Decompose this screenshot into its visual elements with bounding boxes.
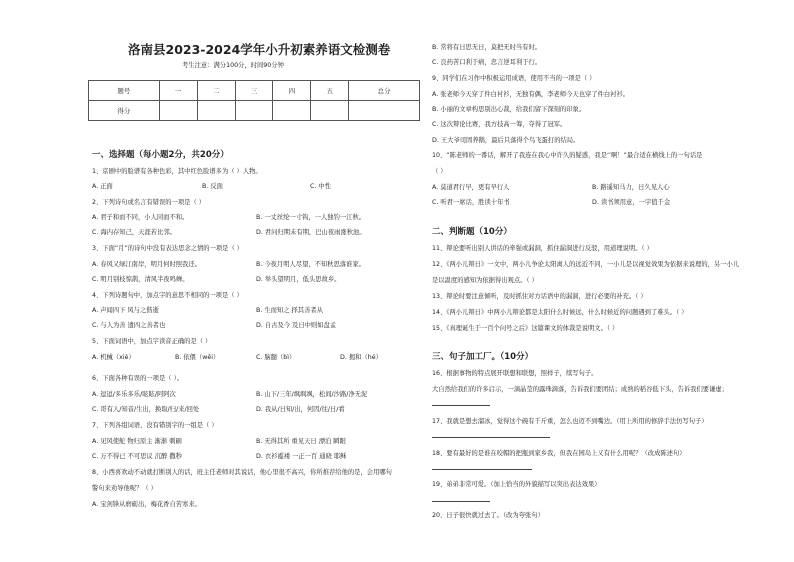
score-cell[interactable] [159, 101, 197, 121]
question-6: 6、下面各种有误的一项是（ ）。 [92, 375, 184, 382]
question-8: 8、小西喜欢动不动就打断别人的话，班主任老师对其说话，他心里很不高兴，你所推荐给他的是，会用哪句 [92, 469, 392, 476]
score-cell[interactable] [197, 101, 235, 121]
score-cell[interactable] [349, 101, 420, 121]
score-header-cell: 三 [235, 81, 273, 101]
question-5: 5、下面词语中，加点字读音正确的是（ ） [92, 338, 212, 345]
option[interactable]: A. 宝剑锋从磨砺出，梅花香自苦寒来。 [92, 501, 201, 508]
question-7: 7、下列各组词语，没有错别字的一组是（ ） [92, 422, 218, 429]
question-12: 12、《两小儿辩日》一文中，两小儿争论太阳离人的远近不同，一小儿是以视觉效果为依据来说理的，另一小儿 [432, 261, 740, 268]
option[interactable]: B. 今夜月明人尽望，不知秋思落谁家。 [256, 261, 366, 268]
answer-line[interactable] [432, 501, 490, 502]
exam-notice: 考生注意：满分100分，时间90分钟 [182, 62, 284, 69]
option[interactable]: D. 读书须用意，一字值千金 [592, 199, 671, 206]
option[interactable]: A. 机械（xiè） [92, 354, 135, 361]
option[interactable]: D. 王大爷司固养鹅，最后只落得个鸟飞蛋打的结局。 [432, 137, 580, 144]
option[interactable]: A. 莫道君行早，更有早行人 [432, 184, 510, 191]
question-4: 4、下列诗题句中，加点字的意思不相同的一项是（ ） [92, 292, 243, 299]
answer-line[interactable] [432, 469, 532, 470]
option[interactable]: A. 逗逗/多乐多乐/眩眩/阿阿次 [92, 391, 176, 398]
section-heading: 二、判断题（10分） [432, 227, 512, 237]
question-20: 20、日子很快就过去了。（改为夸张句） [432, 512, 544, 519]
option[interactable]: D. 君问归期未有期，巴山夜雨涨秋池。 [256, 229, 366, 236]
option[interactable]: B. 小丽的文章构思别出心裁，给我们留下深刻的印象。 [432, 106, 586, 113]
option[interactable]: C. 海内存知己，天涯若比邻。 [92, 229, 176, 236]
question-19: 19、弟弟非常可爱。（加上恰当的外貌描写以突出表达效果） [432, 481, 601, 488]
score-header-cell: 题号 [89, 81, 160, 101]
option[interactable]: A. 声闻四下 风与之偕逝 [92, 307, 159, 314]
option[interactable]: D. 自古及今 及日中则如盘孟 [256, 322, 337, 329]
answer-line[interactable] [432, 405, 490, 406]
question-10-cont: （ ） [432, 168, 447, 175]
question-15: 15、《真理诞生于一百个问号之后》这篇课文的体裁是说明文。（ ） [432, 325, 619, 332]
section-heading: 一、选择题（每小题2分，共20分） [92, 150, 229, 160]
section-heading: 三、句子加工厂。（10分） [432, 352, 534, 362]
option[interactable]: B. 山下/三年/飒飒飒，松间/沙路/净无泥 [256, 391, 368, 398]
option[interactable]: C. 哥有人/知音/生出，换取/归/来/回处 [92, 406, 200, 413]
question-17: 17、我就是想去溜冰，觉得这个碗有千斤重，怎么也迈不到嘴边。（用上所用的修辞手法仿写句子） [432, 418, 708, 425]
question-11: 11、辩论要听出别人讲话的牵强或漏洞，抓住漏洞进行反驳，用道理说明。（ ） [432, 245, 653, 252]
question-16-example: 大自然给我们的许多启示，一滴晶莹的露珠滴落，告诉我们要团结；成熟的稻谷低下头，告诉我们要谦虚； [432, 386, 728, 393]
option[interactable]: D. 揭和（hé） [340, 354, 382, 361]
answer-line[interactable] [432, 437, 550, 438]
question-3: 3、下面“月”的诗句中没有表达思念之情的一项是（ ） [92, 245, 244, 252]
option[interactable]: A. 正面 [92, 183, 113, 190]
option[interactable]: A. 见风使舵 物归原主 渐渐 刺刷 [92, 438, 182, 445]
question-10: 10、“陈老师的一番话，解开了我连在我心中许久的疑惑，我是‘’啊！”最合适在横线上的一句话是 [432, 152, 703, 159]
option[interactable]: B. 一丈丝纶一寸钩，一人独钓一江秋。 [256, 214, 366, 221]
question-12-cont: 是以温度的感知为依据得出观点。（ ） [432, 277, 538, 284]
score-table-header-row [89, 81, 420, 101]
option[interactable]: B. 无得其所 重见天日 漂泊 瞬眼 [256, 438, 346, 445]
score-row-label: 得分 [89, 101, 160, 121]
option[interactable]: D. 举头望明月，低头思故乡。 [256, 276, 341, 283]
option[interactable]: D. 我从/日知/出，何因/往/日/看 [256, 406, 345, 413]
question-18: 18、要有最好的是谁在咬帽的把瓶到家乡我，但我在园岛上又有什么用呢？（改成陈述句） [432, 450, 686, 457]
option[interactable]: A. 张老师今天穿了件白衬衫，无独有偶，李老师今天也穿了件白衬衫。 [432, 91, 630, 98]
option[interactable]: C. 与人为善 遗四之善者也 [92, 322, 166, 329]
question-1: 1、京剧中的脸谱有各种色彩，其中红色脸谱多为（ ）人物。 [92, 168, 262, 175]
score-header-cell: 二 [197, 81, 235, 101]
option[interactable]: B. 生而知之 择其善者从 [256, 307, 323, 314]
question-8-cont: 警句来劝导他呢？（ ） [92, 485, 157, 492]
question-16: 16、根据事物的特点展开联想和联想，照样子，续写句子。 [432, 370, 598, 377]
option[interactable]: C. 万不得已 不可思议 沉醉 撒秒 [92, 453, 182, 460]
option[interactable]: C. 中性 [310, 183, 331, 190]
score-header-cell: 四 [273, 81, 311, 101]
score-cell[interactable] [273, 101, 311, 121]
question-14: 14、《两小儿辩日》中两小儿辩论都是太阳什么时候远，什么时候近的问题遇到了难头。（ ） [432, 309, 688, 316]
option[interactable]: B. 依偎（wēi） [175, 354, 220, 361]
score-table-row [89, 101, 420, 121]
score-table [88, 80, 420, 121]
option[interactable]: C. 听君一席话，胜读十年书 [432, 199, 510, 206]
option[interactable]: D. 衣衫褴褛 一正一百 通晓 耶稣 [256, 453, 347, 460]
score-cell[interactable] [311, 101, 349, 121]
page-title: 洛南县2023-2024学年小升初素养语文检测卷 [128, 42, 391, 57]
option[interactable]: C. 明月别枝惊鹊，清风半夜鸣蝉。 [92, 276, 189, 283]
option[interactable]: B. 路遥知马力，日久见人心 [592, 184, 670, 191]
option[interactable]: B. 常将有日思无日，莫把无时当有时。 [432, 44, 542, 51]
option[interactable]: B. 反面 [202, 183, 223, 190]
score-header-cell: 总分 [349, 81, 420, 101]
score-header-cell: 一 [159, 81, 197, 101]
option[interactable]: C. 良药苦口利于病，忠言逆耳利于行。 [432, 59, 542, 66]
score-cell[interactable] [235, 101, 273, 121]
question-9: 9、同学们在习作中积极运用成语，使用不当的一项是（ ） [432, 75, 596, 82]
score-header-cell: 五 [311, 81, 349, 101]
question-13: 13、辩论时要注意倾听，及时抓住对方话语中的漏洞，进行必要的补充。（ ） [432, 293, 647, 300]
option[interactable]: C. 这次辩论比赛，我方技高一筹，夺得了冠军。 [432, 121, 567, 128]
option[interactable]: A. 君子和而不同，小人同而不和。 [92, 214, 189, 221]
option[interactable]: A. 春风又绿江南岸，明月何时照我还。 [92, 261, 201, 268]
question-2: 2、下列诗句或名言有错误的一项是（ ） [92, 199, 206, 206]
option[interactable]: C. 脑髓（bì） [256, 354, 296, 361]
